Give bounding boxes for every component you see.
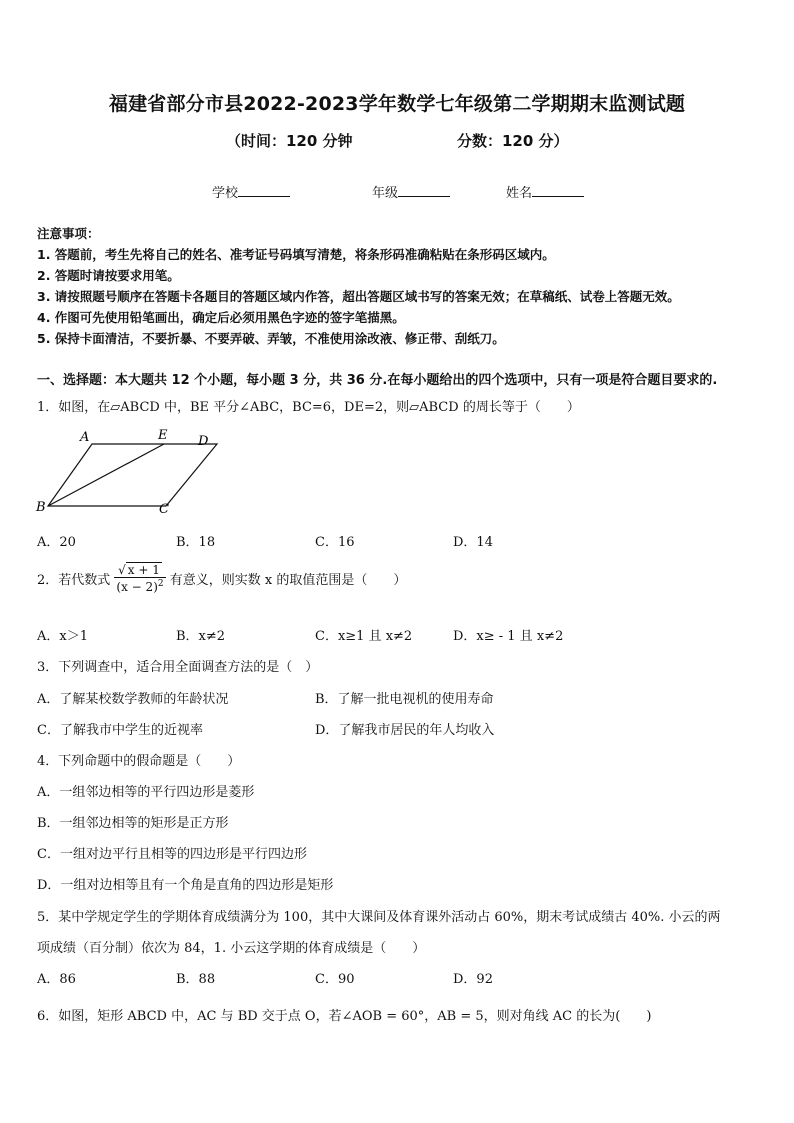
q3-option-d: D．了解我市居民的年人均收入 xyxy=(315,723,495,738)
question-4-stem: 4．下列命题中的假命题是（ ） xyxy=(37,754,241,769)
school-blank xyxy=(238,184,290,197)
q5-option-b: B．88 xyxy=(176,972,216,987)
note-item: 2. 答题时请按要求用笔。 xyxy=(37,268,180,283)
note-item: 3. 请按照题号顺序在答题卡各题目的答题区域内作答，超出答题区域书写的答案无效；在草稿纸、试卷上答题无效。 xyxy=(37,289,680,304)
q4-option-b: B．一组邻边相等的矩形是正方形 xyxy=(37,816,229,831)
q4-option-a: A．一组邻边相等的平行四边形是菱形 xyxy=(37,785,255,800)
label-c: C xyxy=(159,502,169,517)
note-item: 4. 作图可先使用铅笔画出，确定后必须用黑色字迹的签字笔描黑。 xyxy=(37,310,405,325)
school-label: 学校 xyxy=(212,186,239,201)
q2-denominator: $(x - 2)^2$ xyxy=(116,579,164,594)
q2-option-a: A．x＞1 xyxy=(37,629,88,644)
q4-option-d: D．一组对边相等且有一个角是直角的四边形是矩形 xyxy=(37,878,334,893)
question-5-line1: 5．某中学规定学生的学期体育成绩满分为 100，其中大课间及体育课外活动占 60%，期末考试成绩古 40%. 小云的两 xyxy=(37,910,721,925)
parallelogram-shape xyxy=(48,444,217,506)
notes-heading: 注意事项： xyxy=(37,226,100,241)
q5-option-d: D．92 xyxy=(453,972,493,987)
question-6-stem: 6．如图，矩形 ABCD 中，AC 与 BD 交于点 O，若∠AOB = 60°，AB = 5，则对角线 AC 的长为( ) xyxy=(37,1009,652,1024)
note-item: 5. 保持卡面清洁，不要折暴、不要弄破、弄皱，不准使用涂改液、修正带、刮纸刀。 xyxy=(37,331,505,346)
q4-option-c: C．一组对边平行且相等的四边形是平行四边形 xyxy=(37,847,307,862)
label-e: E xyxy=(158,428,168,443)
q2-numerator: √ x + 1 xyxy=(118,563,160,577)
grade-blank xyxy=(398,184,450,197)
note-item: 1. 答题前，考生先将自己的姓名、准考证号码填写清楚，将条形码准确粘贴在条形码区域内。 xyxy=(37,247,555,262)
q2-fraction xyxy=(114,563,165,594)
question-3-stem: 3．下列调查中，适合用全面调查方法的是（ ） xyxy=(37,660,319,675)
q3-option-c: C．了解我市中学生的近视率 xyxy=(37,723,203,738)
label-a: A xyxy=(80,430,90,445)
name-field xyxy=(506,182,584,201)
exam-title: 福建省部分市县2022-2023学年数学七年级第二学期期末监测试题 xyxy=(108,93,686,115)
label-b: B xyxy=(36,500,46,515)
q2-prefix: 2．若代数式 xyxy=(37,573,111,588)
q3-option-b: B．了解一批电视机的使用寿命 xyxy=(315,692,494,707)
q1-option-c: C．16 xyxy=(315,535,355,550)
q1-option-d: D．14 xyxy=(453,535,493,550)
q1-option-b: B．18 xyxy=(176,535,216,550)
grade-field xyxy=(372,182,450,201)
parallelogram-figure xyxy=(30,425,230,520)
exam-time: （时间：120 分钟 xyxy=(226,132,353,150)
q2-option-d: D．x≥ - 1 且 x≠2 xyxy=(453,629,564,644)
name-blank xyxy=(532,184,584,197)
q1-option-a: A．20 xyxy=(37,535,76,550)
q3-option-a: A．了解某校数学教师的年龄状况 xyxy=(37,692,229,707)
question-5-line2: 项成绩（百分制）依次为 84，1. 小云这学期的体育成绩是（ ） xyxy=(37,941,426,956)
school-field xyxy=(212,182,290,201)
section-heading: 一、选择题：本大题共 12 个小题，每小题 3 分，共 36 分.在每小题给出的四个选项中，只有一项是符合题目要求的. xyxy=(37,373,718,388)
grade-label: 年级 xyxy=(372,186,399,201)
q2-suffix: 有意义，则实数 x 的取值范围是（ ） xyxy=(169,573,407,588)
bisector-be xyxy=(48,444,164,506)
q2-option-c: C．x≥1 且 x≠2 xyxy=(315,629,413,644)
label-d: D xyxy=(198,434,209,449)
q5-option-c: C．90 xyxy=(315,972,355,987)
question-1-stem: 1．如图，在▱ABCD 中，BE 平分∠ABC，BC=6，DE=2，则▱ABCD 的周长等于（ ） xyxy=(37,400,580,415)
exam-score: 分数：120 分） xyxy=(457,132,569,150)
q2-option-b: B．x≠2 xyxy=(176,629,226,644)
question-2-stem xyxy=(37,563,406,594)
name-label: 姓名 xyxy=(506,186,533,201)
q5-option-a: A．86 xyxy=(37,972,76,987)
